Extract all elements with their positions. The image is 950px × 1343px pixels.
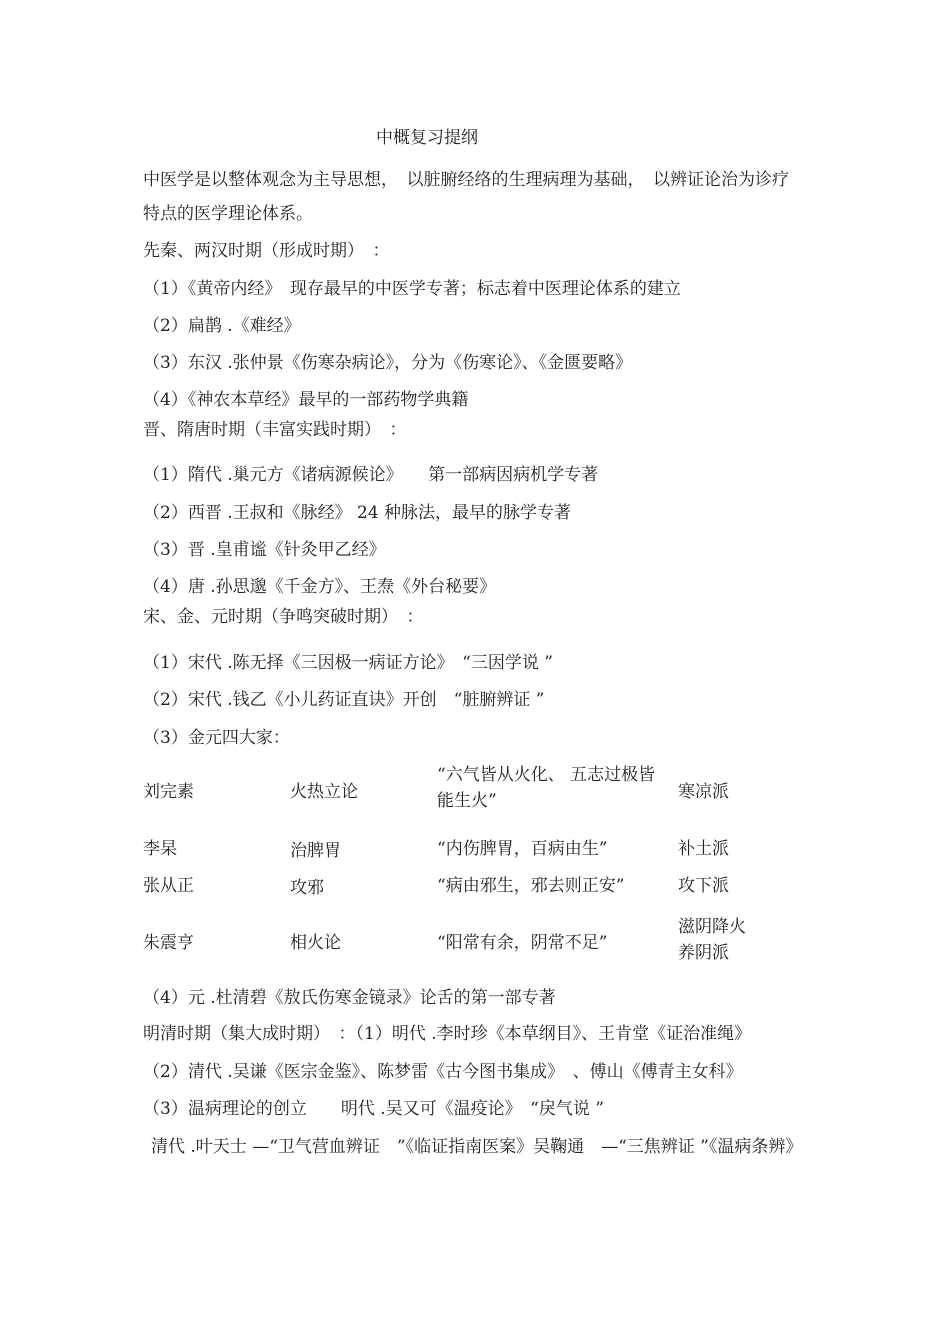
table-cell-school: 补土派 [678, 839, 729, 859]
list-item: （2）宋代 .钱乙《小儿药证直诀》开创 “脏腑辨证 ” [143, 690, 545, 710]
table-cell-quote: “六气皆从火化、 五志过极皆能生火” [437, 765, 656, 811]
table-cell-quote: “内伤脾胃，百病由生” [437, 839, 608, 859]
list-item: （3）温病理论的创立 明代 .吴又可《温疫论》 “戾气说 ” [143, 1099, 604, 1119]
list-item: （1）《黄帝内经》 现存最早的中医学专著；标志着中医理论体系的建立 [143, 279, 681, 299]
table-cell-name: 张从正 [143, 876, 194, 896]
table-cell-quote: “阳常有余，阴常不足” [437, 933, 608, 953]
list-item: （4）唐 .孙思邈《千金方》、王焘《外台秘要》 [143, 577, 497, 597]
document-title: 中概复习提纲 [376, 128, 478, 148]
table-cell-name: 刘完素 [143, 782, 194, 802]
list-item: （2）清代 .吴谦《医宗金鉴》、陈梦雷《古今图书集成》 、傅山《傅青主女科》 [143, 1062, 743, 1082]
list-item: （2）扁鹊 .《难经》 [143, 316, 301, 336]
table-cell-name: 李杲 [143, 839, 177, 859]
list-item: （3）金元四大家： [143, 728, 290, 748]
table-cell-theory: 相火论 [290, 933, 341, 953]
list-item: （4）《神农本草经》最早的一部药物学典籍 [143, 390, 469, 410]
list-item: （2）西晋 .王叔和《脉经》 24 种脉法，最早的脉学专著 [143, 503, 572, 523]
list-item: （1）宋代 .陈无择《三因极一病证方论》 “三因学说 ” [143, 653, 553, 673]
list-item: 清代 .叶天士 —“卫气营血辨证 ”《临证指南医案》吴鞠通 —“三焦辨证 ”《温病条辨》 [151, 1137, 803, 1157]
table-cell-school: 攻下派 [678, 876, 729, 896]
table-cell-theory: 火热立论 [290, 782, 358, 802]
section-heading-pre-qin: 先秦、两汉时期（形成时期） ： [143, 241, 390, 261]
section-heading-jin-sui-tang: 晋、隋唐时期（丰富实践时期） ： [143, 420, 407, 440]
table-cell-quote: “病由邪生，邪去则正安” [437, 876, 625, 896]
intro-paragraph: 中医学是以整体观念为主导思想， 以脏腑经络的生理病理为基础， 以辨证论治为诊疗特点的医学理论体系。 [143, 170, 789, 224]
table-cell-school: 滋阴降火养阴派 [678, 917, 746, 963]
section-heading-ming-qing: 明清时期（集大成时期） ：（1）明代 .李时珍《本草纲目》、王肯堂《证治准绳》 [143, 1024, 752, 1044]
table-cell-school: 寒凉派 [678, 782, 729, 802]
list-item: （1）隋代 .巢元方《诸病源候论》 第一部病因病机学专著 [143, 465, 599, 485]
list-item: （3）晋 .皇甫谧《针灸甲乙经》 [143, 540, 386, 560]
table-cell-theory: 治脾胃 [290, 841, 341, 861]
table-cell-theory: 攻邪 [290, 878, 324, 898]
list-item: （4）元 .杜清碧《敖氏伤寒金镜录》论舌的第一部专著 [143, 988, 556, 1008]
section-heading-song-jin-yuan: 宋、金、元时期（争鸣突破时期） ： [143, 607, 424, 627]
table-cell-name: 朱震亨 [143, 933, 194, 953]
list-item: （3）东汉 .张仲景《伤寒杂病论》，分为《伤寒论》、《金匮要略》 [143, 353, 633, 373]
